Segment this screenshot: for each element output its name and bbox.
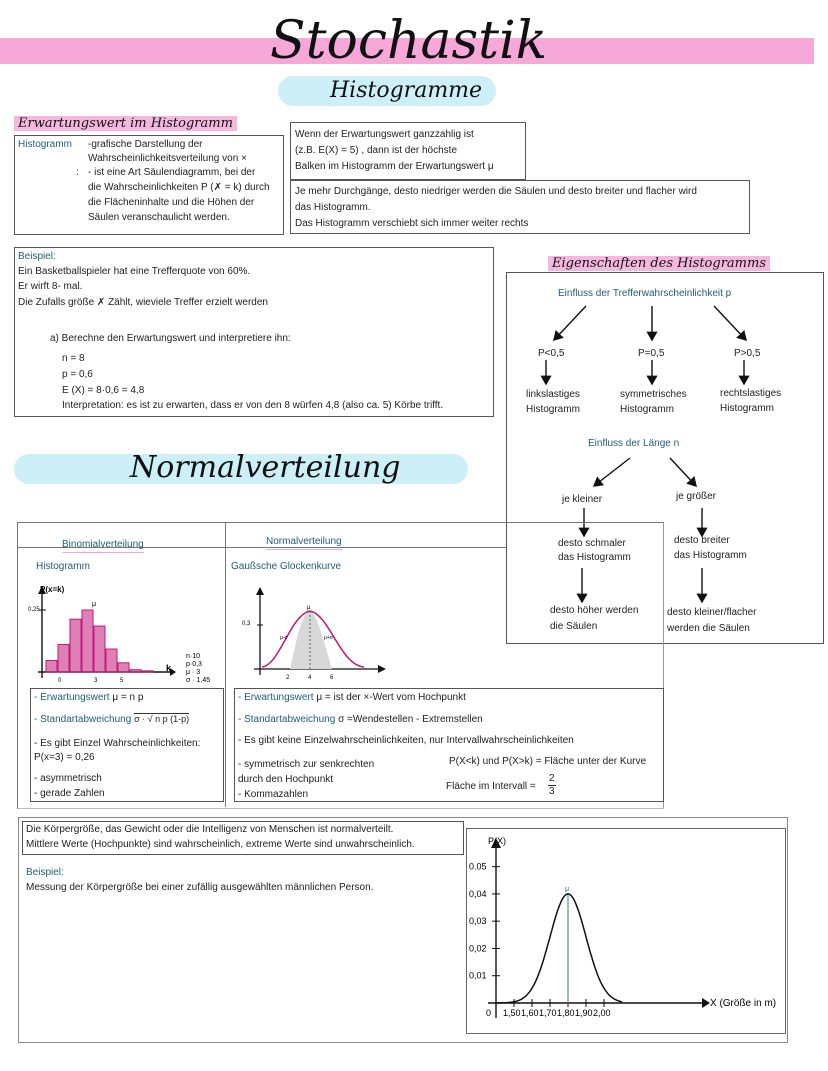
frac-den: 3 <box>549 786 555 797</box>
chart-x-tick-label: 1,80 <box>557 1008 575 1018</box>
gauss-x-arrowhead <box>378 665 386 673</box>
chart-x-tick-label: 1,70 <box>539 1008 557 1018</box>
gauss-x-tick: 4 <box>308 675 312 681</box>
normal-flaeche-int: Fläche im Intervall = <box>446 781 536 792</box>
chart-x-tick-label: 1,90 <box>575 1008 593 1018</box>
normal-heading: Normalverteilung <box>266 535 342 550</box>
chart-y-label: P(X) <box>488 836 506 846</box>
binom-bar <box>118 663 129 672</box>
binom-param: n·10 <box>186 653 201 660</box>
binom-axis-label: P(x=k) <box>40 585 65 594</box>
binom-std-label: - Standartabweichung <box>34 714 132 725</box>
intro-line: Mittlere Werte (Hochpunkte) sind wahrscheinlich, extreme Werte sind unwahrscheinlich. <box>26 839 415 850</box>
case-p-result: linkslastiges <box>526 389 580 400</box>
gauss-sketch <box>240 585 390 685</box>
case-n-cond: je größer <box>676 491 717 502</box>
binom-misc: - gerade Zahlen <box>34 788 105 799</box>
binom-x-tick: 0 <box>58 678 62 684</box>
case-n-step1: desto schmaler <box>558 538 626 549</box>
case-p-result: Histogramm <box>526 404 580 415</box>
chart-x-tick-label: 1,50 <box>503 1008 521 1018</box>
histogramme-heading: Histogramme <box>330 78 483 103</box>
einfluss-n-title: Einfluss der Länge n <box>588 438 680 449</box>
gauss-x-tick: 2 <box>286 675 290 681</box>
binom-k-mark: k <box>166 663 172 673</box>
durch-line: Je mehr Durchgänge, desto niedriger werden die Säulen und desto breiter und flacher wird <box>295 186 697 197</box>
normalverteilung-heading: Normalverteilung <box>130 450 401 485</box>
binom-misc: - asymmetrisch <box>34 773 102 784</box>
b1-calc: p = 0,6 <box>62 369 93 380</box>
case-n-step1: das Histogramm <box>674 550 747 561</box>
binomial-sub: Histogramm <box>36 561 90 572</box>
case-p-cond: P>0,5 <box>734 348 761 359</box>
definition-term: Histogramm <box>18 139 72 150</box>
case-p-cond: P<0,5 <box>538 348 565 359</box>
def-line: -grafische Darstellung der <box>88 139 203 150</box>
chart-y-tick-label: 0,01 <box>469 970 487 981</box>
chart-x-tick-label: 0 <box>486 1008 492 1018</box>
ganz-line: (z.B. E(X) = 5) , dann ist der höchste <box>295 145 458 156</box>
chart-y-tick-label: 0,02 <box>469 943 487 954</box>
normal-sym: durch den Hochpunkt <box>238 774 334 785</box>
normal-std <box>238 712 483 727</box>
binom-param: σ · 1,45 <box>186 677 211 684</box>
binom-bar <box>46 661 57 672</box>
normal-std-label: - Standartabweichung <box>238 714 336 725</box>
gauss-y-arrowhead <box>256 587 264 595</box>
page-title: Stochastik <box>270 11 548 71</box>
beispiel1-label: Beispiel: <box>18 251 56 262</box>
case-n-step2: werden die Säulen <box>667 623 750 634</box>
chart-x-tick-label: 2,00 <box>593 1008 611 1018</box>
ganz-line: Wenn der Erwartungswert ganzzahlig ist <box>295 129 474 140</box>
case-n-cond: je kleiner <box>562 494 603 505</box>
binom-x-tick: 3 <box>94 678 98 684</box>
arrow-p-left <box>554 306 586 340</box>
gauss-y-tick-label: 0,3 <box>242 621 251 627</box>
comparison-divider <box>225 522 226 807</box>
arrow-p-right <box>714 306 746 340</box>
binom-bar <box>94 626 105 672</box>
chart-x-tick-label: 1,60 <box>521 1008 539 1018</box>
beispiel2-text: Messung der Körpergröße bei einer zufällig ausgewählten männlichen Person. <box>26 882 374 893</box>
binom-einzel: P(x=3) = 0,26 <box>34 752 95 763</box>
binom-param: p·0,3 <box>186 661 202 668</box>
def-line: die Wahrscheinlichkeiten P (✗ = k) durch <box>88 182 270 193</box>
binom-bar <box>106 649 117 672</box>
case-p-cond: P=0,5 <box>638 348 665 359</box>
chart-mu-label: μ <box>565 885 570 893</box>
case-n-step1: das Histogramm <box>558 552 631 563</box>
chart-series-curve <box>496 894 622 1003</box>
gauss-right-label: μ+σ <box>324 635 333 641</box>
gauss-mu-mark: μ <box>307 605 311 611</box>
frac-num: 2 <box>549 773 555 784</box>
normal-std-text: σ =Wendestellen - Extremstellen <box>338 714 483 725</box>
case-n-step2: desto kleiner/flacher <box>667 607 757 618</box>
binom-x-tick: 5 <box>120 678 124 684</box>
case-n-step2: desto höher werden <box>550 605 639 616</box>
einfluss-p-title: Einfluss der Trefferwahrscheinlichkeit p <box>558 288 732 299</box>
normal-intervall: - Es gibt keine Einzelwahrscheinlichkeiten, nur Intervallwahrscheinlichkeiten <box>238 735 574 746</box>
intro-line: Die Körpergröße, das Gewicht oder die Intelligenz von Menschen ist normalverteilt. <box>26 824 394 835</box>
binom-mu-mark: μ <box>92 601 97 608</box>
normal-flaeche: P(X<k) und P(X>k) = Fläche unter der Kurve <box>449 756 647 767</box>
normal-erw-label: - Erwartungswert <box>238 692 314 703</box>
def-line: - ist eine Art Säulendiagramm, bei der <box>88 167 256 178</box>
arrow-n-left <box>594 458 630 486</box>
case-n-step1: desto breiter <box>674 535 730 546</box>
binomial-heading: Binomialverteilung <box>62 538 144 553</box>
arrow-n-right <box>670 458 696 486</box>
chart-x-arrowhead <box>702 998 710 1008</box>
chart-y-tick-label: 0,03 <box>469 916 487 927</box>
def-line: Wahrscheinlichkeitsverteilung von × <box>88 153 247 164</box>
binom-bar <box>70 619 81 672</box>
binom-param: μ · 3 <box>186 669 201 676</box>
chart-y-tick-label: 0.05 <box>469 861 487 872</box>
durch-line: das Histogramm. <box>295 202 371 213</box>
b1-task: a) Berechne den Erwartungswert und interpretiere ihn: <box>50 333 291 344</box>
normal-erw <box>238 690 466 705</box>
b1-line: Die Zufalls größe ✗ Zählt, wieviele Treffer erzielt werden <box>18 297 268 308</box>
chart-y-tick-label: 0,04 <box>469 888 487 899</box>
beispiel2-label: Beispiel: <box>26 867 64 878</box>
durch-line: Das Histogramm verschiebt sich immer weiter rechts <box>295 218 529 229</box>
gauss-left-label: μ-σ <box>280 635 288 641</box>
case-p-result: symmetrisches <box>620 389 687 400</box>
normal-sym: - Kommazahlen <box>238 789 309 800</box>
b1-calc: E (X) = 8·0,6 = 4,8 <box>62 385 145 396</box>
binom-std <box>34 712 189 727</box>
normal-sym: - symmetrisch zur senkrechten <box>238 759 375 770</box>
b1-calc: n = 8 <box>62 353 85 364</box>
def-line: die Flächeninhalte und die Höhen der <box>88 197 255 208</box>
normal-chart <box>466 828 784 1032</box>
binom-einzel: - Es gibt Einzel Wahrscheinlichkeiten: <box>34 738 201 749</box>
binom-bar <box>82 610 93 672</box>
case-n-step2: die Säulen <box>550 621 598 632</box>
binom-bar <box>142 671 153 672</box>
case-p-result: Histogramm <box>620 404 674 415</box>
binom-std-formula: σ · √ n p (1-p) <box>134 714 190 724</box>
b1-line: Ein Basketballspieler hat eine Trefferquote von 60%. <box>18 266 251 277</box>
b1-calc: Interpretation: es ist zu erwarten, dass er von den 8 würfen 4,8 (also ca. 5) Körbe trifft. <box>62 400 444 411</box>
eigenschaften-heading: Eigenschaften des Histogramms <box>548 256 770 271</box>
binom-erw-label: - Erwartungswert <box>34 692 110 703</box>
binom-erw <box>34 690 143 705</box>
normal-sub: Gaußsche Glockenkurve <box>231 561 342 572</box>
normal-erw-text: μ = ist der ×-Wert vom Hochpunkt <box>316 692 466 703</box>
binom-y-tick-label: 0,25 <box>28 607 40 613</box>
def-line: Säulen veranschaulicht werden. <box>88 212 230 223</box>
binom-bar <box>130 670 141 672</box>
erwartungswert-heading: Erwartungswert im Histogramm <box>14 116 237 131</box>
definition-colon: : <box>76 167 79 178</box>
gauss-x-tick: 6 <box>330 675 334 681</box>
case-p-result: rechtslastiges <box>720 388 782 399</box>
case-p-result: Histogramm <box>720 403 774 414</box>
binom-erw-formula: μ = n p <box>112 692 144 703</box>
b1-line: Er wirft 8- mal. <box>18 281 83 292</box>
binomial-histogram <box>30 578 220 690</box>
chart-x-label: X (Größe in m) <box>710 998 777 1009</box>
binom-bar <box>58 644 69 672</box>
ganz-line: Balken im Histogramm der Erwartungswert μ <box>295 161 494 172</box>
